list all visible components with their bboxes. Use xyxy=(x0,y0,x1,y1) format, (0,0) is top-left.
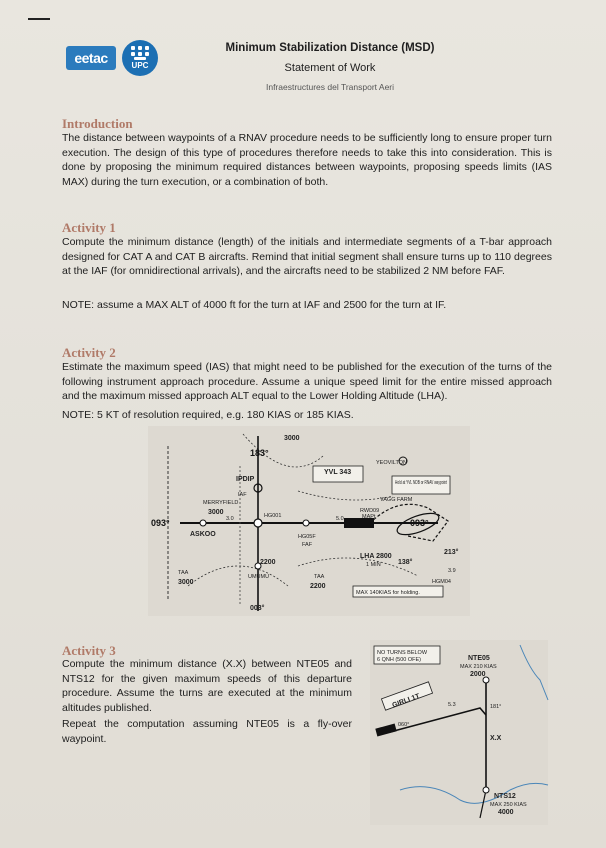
top-margin-mark xyxy=(28,18,50,20)
yeovilton-label: YEOVILTON xyxy=(376,460,407,466)
eetac-logo: eetac xyxy=(66,46,116,70)
coastline-top xyxy=(520,645,548,700)
hg05f-waypoint xyxy=(303,520,309,526)
hgm04-label: HGM04 xyxy=(432,579,451,585)
departure-runway xyxy=(375,724,396,737)
activity1-note: NOTE: assume a MAX ALT of 4000 ft for the turn at IAF and 2500 for the turn at IF. xyxy=(62,299,447,311)
ipdip-iaf-label: IAF xyxy=(238,492,247,498)
introduction-heading: Introduction xyxy=(62,116,133,131)
distance-5-label: 5.0 xyxy=(336,516,344,522)
upc-logo-text: UPC xyxy=(131,61,149,70)
bearing-060-label: 060° xyxy=(398,722,410,728)
girli-label: GIRLI 1T xyxy=(391,692,421,710)
activity2-note: NOTE: 5 KT of resolution required, e.g. 180 KIAS or 185 KIAS. xyxy=(62,409,354,421)
lha-label: LHA 2800 xyxy=(360,553,392,560)
hg001-label: HG001 xyxy=(264,513,282,519)
upc-logo-dots xyxy=(131,46,149,60)
rwd09-label: RWD09 xyxy=(360,508,380,514)
nts12-speed-label: MAX 250 KIAS xyxy=(490,802,527,808)
bearing-181-label: 181° xyxy=(490,704,502,710)
departure-chart xyxy=(370,640,548,825)
nts12-waypoint xyxy=(483,787,489,793)
taa-right-alt: 2200 xyxy=(310,583,326,590)
qnh-label: 6 QNH (500 OFE) xyxy=(377,657,422,663)
max-speed-label: MAX 140KIAS for holding. xyxy=(356,590,420,596)
unknown-distance-label: X.X xyxy=(490,735,502,742)
course-183-label: 183° xyxy=(250,448,269,458)
approach-chart xyxy=(148,426,470,616)
distance-53-label: 5.3 xyxy=(448,702,456,708)
activity3-heading: Activity 3 xyxy=(62,643,116,658)
course-138-label: 138° xyxy=(398,559,413,566)
activity3-text2: Repeat the computation assuming NTE05 is a fly-over waypoint. xyxy=(62,718,352,745)
girli-box xyxy=(381,682,432,710)
introduction-text: The distance between waypoints of a RNAV procedure needs to be sufficiently long to ensure proper turn execution. The design of this type of procedures therefore needs to take this into consideration. This is done by proposing the minimum required distances between waypoints, proposing speeds limits (IAS MAX) during the turn execution, or a combination of both. xyxy=(62,132,552,189)
vagg-farm-label: VAGG FARM xyxy=(380,497,413,503)
umumu-alt: 2200 xyxy=(260,559,276,566)
ipdip-label: IPDIP xyxy=(236,476,255,483)
document-subtitle: Statement of Work xyxy=(284,62,376,74)
department-name: Infraestructures del Transport Aeri xyxy=(265,82,395,92)
taa-left-label: TAA xyxy=(178,570,189,576)
faf-label: FAF xyxy=(302,542,313,548)
taa-left-alt: 3000 xyxy=(178,579,194,586)
one-min-label: 1 MIN xyxy=(366,562,381,568)
upc-logo xyxy=(122,40,158,76)
hold-note-label: Hold at YVL NDB or RNAV waypoint xyxy=(395,480,448,486)
departure-track-3 xyxy=(480,790,486,818)
hg05f-label: HG05F xyxy=(298,534,316,540)
yvl-label: YVL 343 xyxy=(324,469,352,476)
course-093-label: 093° xyxy=(151,518,170,528)
chart-boundary-arc-low xyxy=(188,566,288,586)
activity3-text: Compute the minimum distance (X.X) between NTE05 and NTS12 for the given maximum speeds of this departure procedure. Assume the turns are executed at the minimum altitudes published. xyxy=(62,658,352,715)
taa-right-label: TAA xyxy=(314,574,325,580)
departure-track-1 xyxy=(390,708,486,732)
hg001-waypoint xyxy=(254,519,262,527)
course-213-label: 213° xyxy=(444,549,459,556)
activity1-heading: Activity 1 xyxy=(62,220,116,235)
distance-3-label: 3.0 xyxy=(226,516,234,522)
coastline-bottom xyxy=(400,783,548,803)
document-title: Minimum Stabilization Distance (MSD) xyxy=(225,42,435,54)
askoo-label: ASKOO xyxy=(190,531,216,538)
course-003-label: 003° xyxy=(250,605,265,612)
distance-39-label: 3.9 xyxy=(448,568,456,574)
umumu-label: UMUMU xyxy=(248,574,270,580)
no-turns-label: NO TURNS BELOW xyxy=(377,650,428,656)
approach-chart-svg xyxy=(148,426,470,616)
departure-chart-svg xyxy=(370,640,548,825)
taa-top-alt: 3000 xyxy=(284,435,300,442)
askoo-alt: 3000 xyxy=(208,509,224,516)
mapt-label: MAPt xyxy=(362,514,376,520)
nte05-alt-label: 2000 xyxy=(470,671,486,678)
nts12-label: NTS12 xyxy=(494,793,516,800)
course-093-hold-label: 093° xyxy=(410,518,429,528)
nte05-label: NTE05 xyxy=(468,655,490,662)
activity1-text: Compute the minimum distance (length) of the initials and intermediate segments of a T-bar approach designed for CAT A and CAT B aircrafts. Remind that initial segment shall ensure turns up to 110 degrees at the IAF (for omnidirectional arrivals), and the aircrafts need to be stabilized 2 NM before FAF. xyxy=(62,236,552,278)
nts12-alt-label: 4000 xyxy=(498,809,514,816)
activity2-heading: Activity 2 xyxy=(62,345,116,360)
nte05-speed-label: MAX 210 KIAS xyxy=(460,664,497,670)
activity2-text: Estimate the maximum speed (IAS) that might need to be published for the execution of the turns of the following instrument approach procedure. Assume a unique speed limit for the entire missed approach and the maximum missed approach ALT equal to the Lower Holding Altitude (LHA). xyxy=(62,361,552,403)
merryfield-label: MERRYFIELD xyxy=(203,500,239,506)
chart-boundary-arc-mid xyxy=(298,491,393,500)
askoo-waypoint xyxy=(200,520,206,526)
